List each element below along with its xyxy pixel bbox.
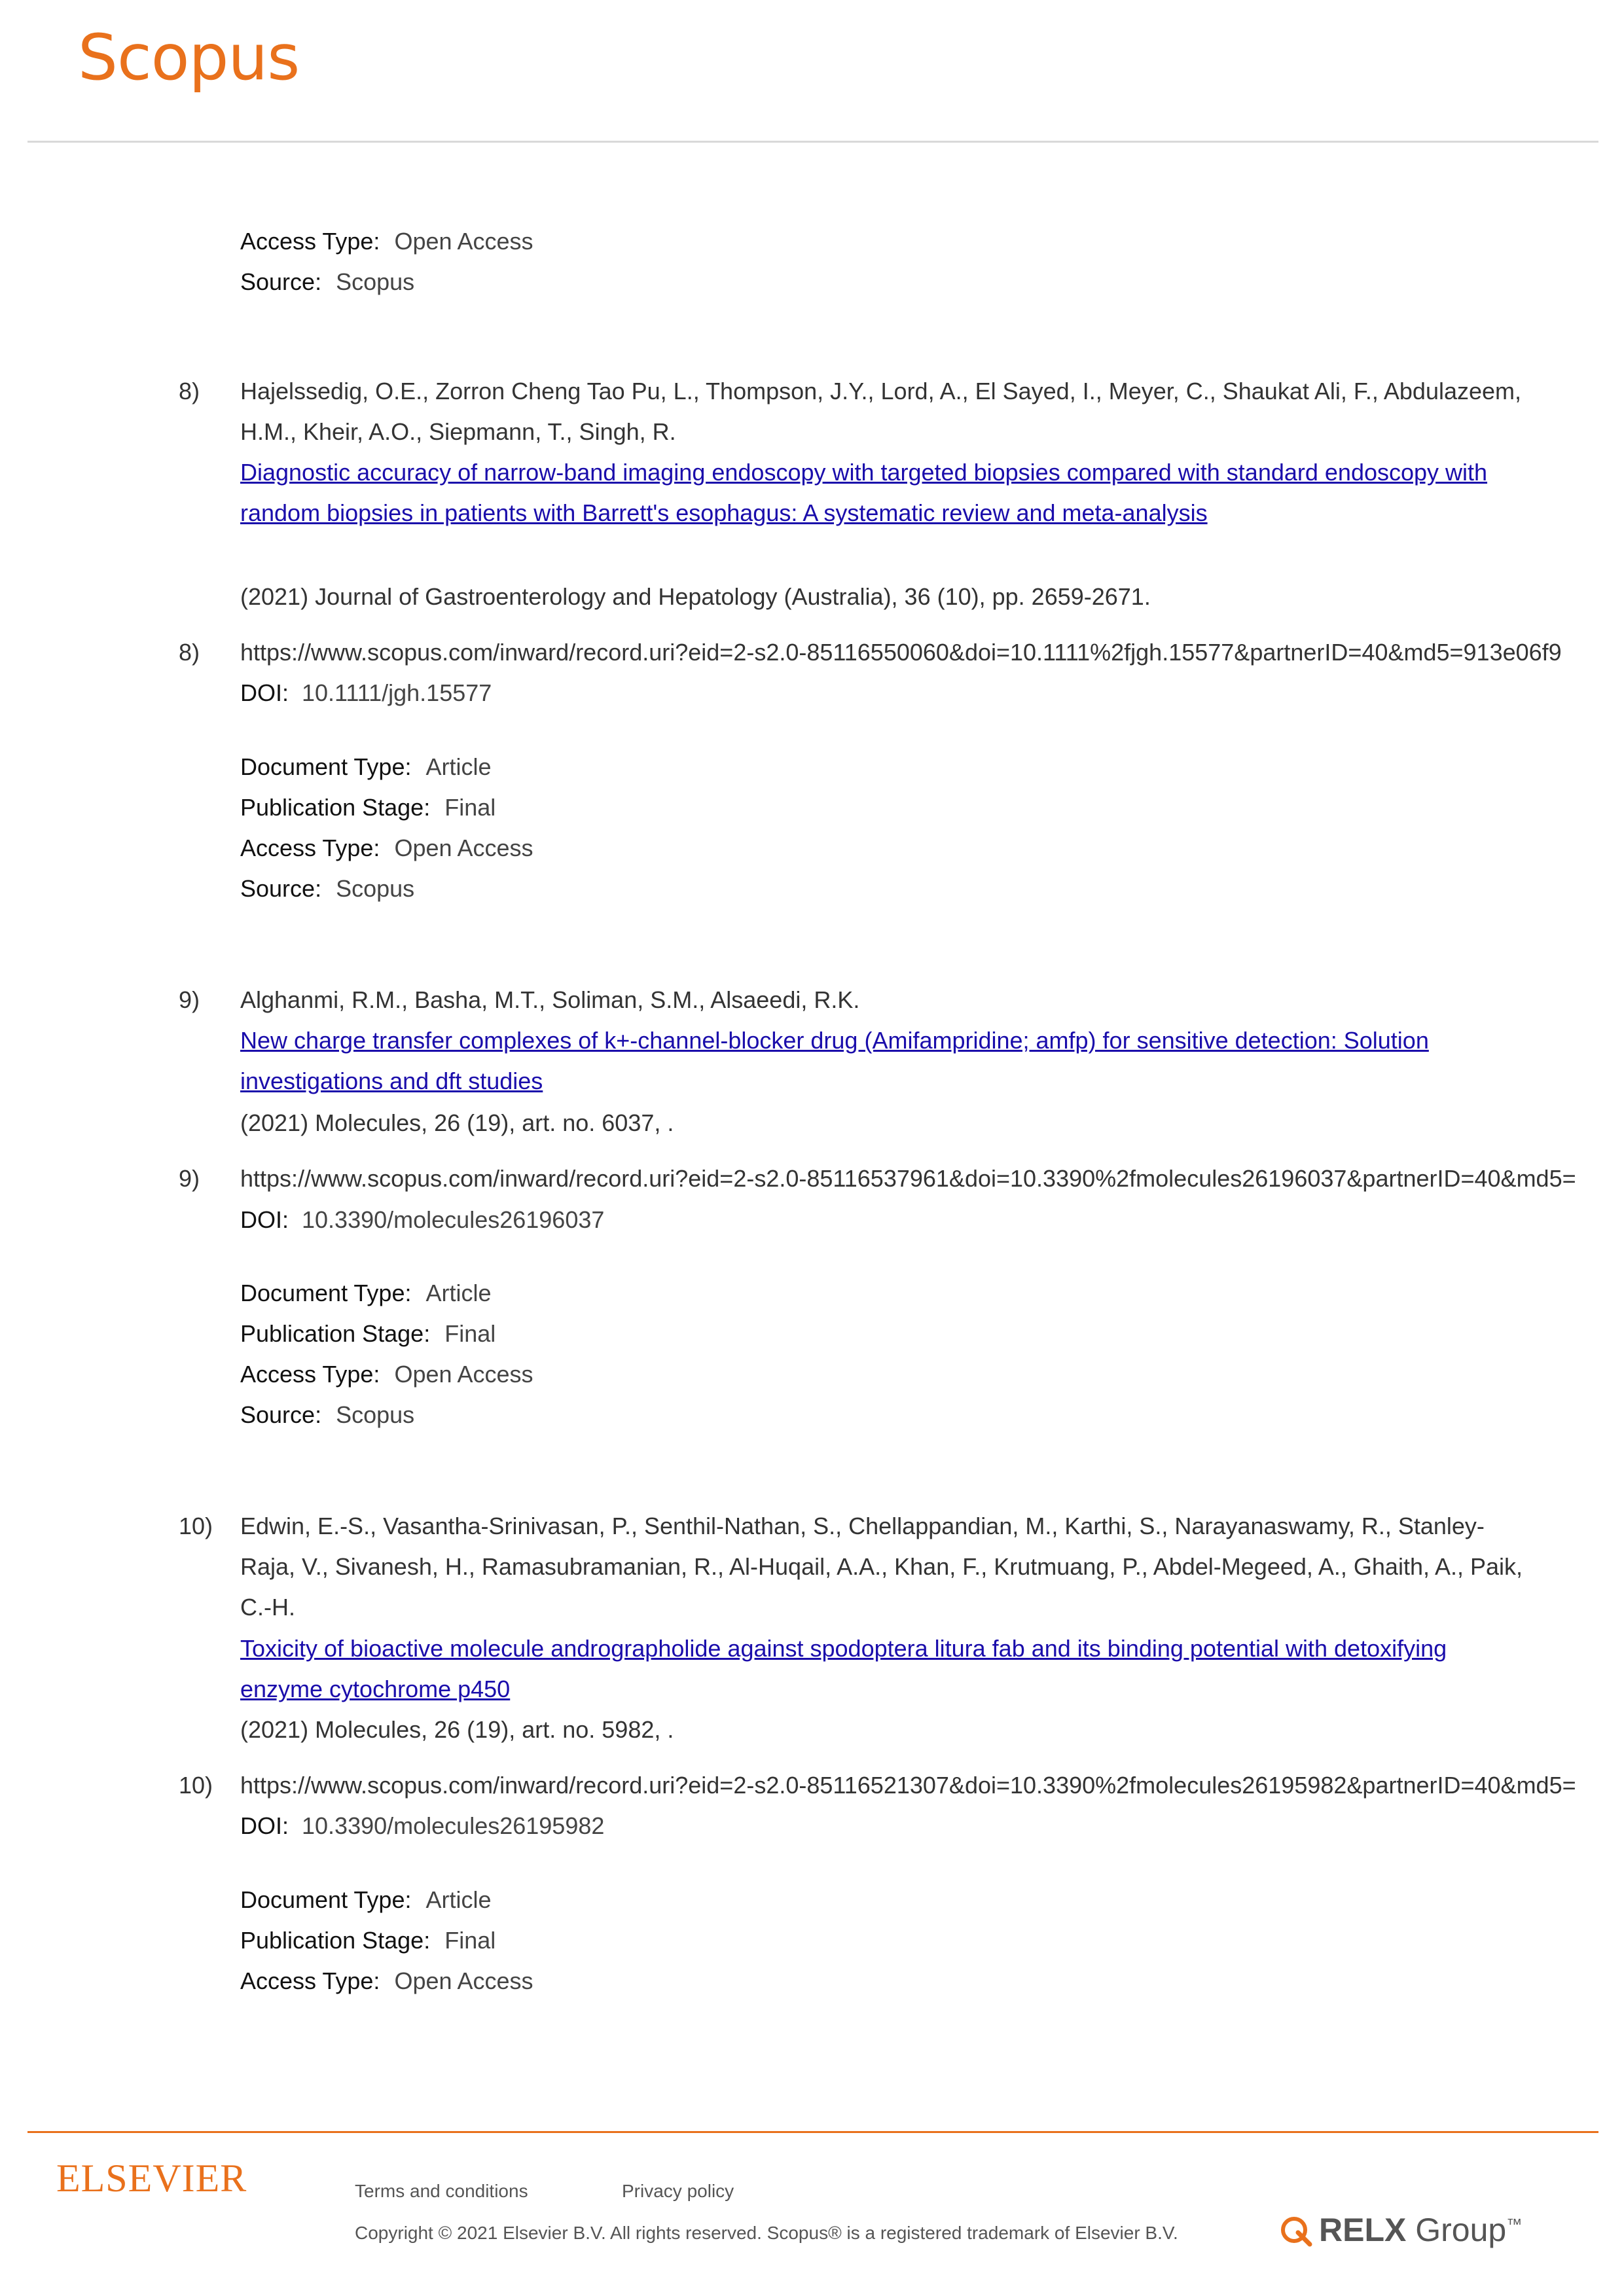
relx-trademark: ™ [1506,2215,1523,2234]
entry-citation: (2021) Molecules, 26 (19), art. no. 6037, . [240,1109,674,1136]
field-label: Document Type: [240,1280,412,1306]
field-label: Source: [240,268,322,295]
document-type-field [240,747,492,787]
document-type-field [240,1273,492,1314]
field-value: Open Access [394,834,533,861]
entry-title-link[interactable]: New charge transfer complexes of k+-channel-blocker drug (Amifampridine; amfp) for sensitive detection: Solution investigations and dft studies [240,1027,1429,1094]
entry-url[interactable]: https://www.scopus.com/inward/record.uri?eid=2-s2.0-85116550060&doi=10.1111%2fjgh.15577&partnerID=40&md5=913e06f9 [240,639,1562,666]
entry-authors: Edwin, E.-S., Vasantha-Srinivasan, P., Senthil-Nathan, S., Chellappandian, M., Karthi, S., Narayanaswamy, R., Stanley-Raja, V., Sivanesh, H., Ramasubramanian, R., Al-Huqail, A.A., Khan, F., Krutmuang, P., Abdel-Megeed, A., Ghaith, A., Paik, C.-H. [240,1513,1523,1621]
doi-label: DOI: [240,1812,289,1839]
document-type-field [240,1880,492,1920]
entry-number: 10) [179,1772,213,1799]
publication-stage-field [240,787,496,828]
field-value: Scopus [336,1401,415,1428]
privacy-link[interactable]: Privacy policy [622,2181,734,2201]
entry-number: 10) [179,1513,213,1539]
entry-doi [240,1200,604,1240]
field-label: Source: [240,875,322,902]
elsevier-logo[interactable]: ELSEVIER [56,2157,247,2200]
entry-title-link[interactable]: Diagnostic accuracy of narrow-band imaging endoscopy with targeted biopsies compared with standard endoscopy with random biopsies in patients with Barrett's esophagus: A systematic review and meta-analysis [240,459,1488,526]
field-value: Scopus [336,268,415,295]
field-label: Publication Stage: [240,1927,431,1954]
footer-divider [27,2131,1598,2133]
publication-stage-field [240,1314,496,1354]
access-type-field [240,221,533,262]
field-value: Article [425,753,492,780]
doi-value: 10.3390/molecules26195982 [302,1812,605,1839]
field-label: Publication Stage: [240,794,431,821]
access-type-field [240,828,533,869]
terms-link[interactable]: Terms and conditions [355,2181,528,2201]
entry-number: 8) [179,639,200,666]
field-label: Access Type: [240,228,380,255]
entry-url[interactable]: https://www.scopus.com/inward/record.uri?eid=2-s2.0-85116521307&doi=10.3390%2fmolecules26195982&partnerID=40&md5= [240,1772,1576,1799]
header-divider [27,141,1598,143]
scopus-logo[interactable]: Scopus [78,21,300,94]
relx-wordmark [1319,2211,1522,2249]
field-label: Source: [240,1401,322,1428]
entry-citation: (2021) Molecules, 26 (19), art. no. 5982, . [240,1716,674,1743]
field-label: Document Type: [240,753,412,780]
field-value: Final [444,794,496,821]
entry-url[interactable]: https://www.scopus.com/inward/record.uri?eid=2-s2.0-85116537961&doi=10.3390%2fmolecules26196037&partnerID=40&md5= [240,1165,1576,1192]
doi-label: DOI: [240,1206,289,1233]
entry-citation: (2021) Journal of Gastroenterology and Hepatology (Australia), 36 (10), pp. 2659-2671. [240,583,1151,610]
relx-group-text: Group [1406,2212,1507,2248]
field-label: Publication Stage: [240,1320,431,1347]
entry-doi [240,673,492,713]
field-value: Article [425,1280,492,1306]
relx-bold-text: RELX [1319,2212,1407,2248]
source-field [240,869,414,909]
publication-stage-field [240,1920,496,1961]
entry-number: 9) [179,986,200,1013]
field-label: Access Type: [240,1361,380,1388]
source-field [240,1395,414,1435]
relx-mark-icon [1280,2213,1314,2247]
entry-authors: Alghanmi, R.M., Basha, M.T., Soliman, S.M., Alsaeedi, R.K. [240,986,860,1013]
access-type-field [240,1354,533,1395]
doi-label: DOI: [240,679,289,706]
copyright-text: Copyright © 2021 Elsevier B.V. All rights reserved. Scopus® is a registered trademark of Elsevier B.V. [355,2223,1178,2243]
entry-authors: Hajelssedig, O.E., Zorron Cheng Tao Pu, L., Thompson, J.Y., Lord, A., El Sayed, I., Meyer, C., Shaukat Ali, F., Abdulazeem, H.M., Kheir, A.O., Siepmann, T., Singh, R. [240,378,1522,445]
field-value: Article [425,1886,492,1913]
source-field [240,262,414,302]
field-value: Open Access [394,1967,533,1994]
entry-doi [240,1806,604,1846]
entry-title-link[interactable]: Toxicity of bioactive molecule andrographolide against spodoptera litura fab and its binding potential with detoxifying enzyme cytochrome p450 [240,1635,1447,1702]
field-value: Open Access [394,228,533,255]
field-value: Final [444,1927,496,1954]
doi-value: 10.1111/jgh.15577 [302,679,492,706]
field-value: Final [444,1320,496,1347]
entry-number: 8) [179,378,200,404]
field-value: Open Access [394,1361,533,1388]
field-value: Scopus [336,875,415,902]
field-label: Document Type: [240,1886,412,1913]
field-label: Access Type: [240,834,380,861]
access-type-field [240,1961,533,2001]
field-label: Access Type: [240,1967,380,1994]
entry-number: 9) [179,1165,200,1192]
relx-group-logo[interactable] [1280,2207,1522,2253]
doi-value: 10.3390/molecules26196037 [302,1206,605,1233]
